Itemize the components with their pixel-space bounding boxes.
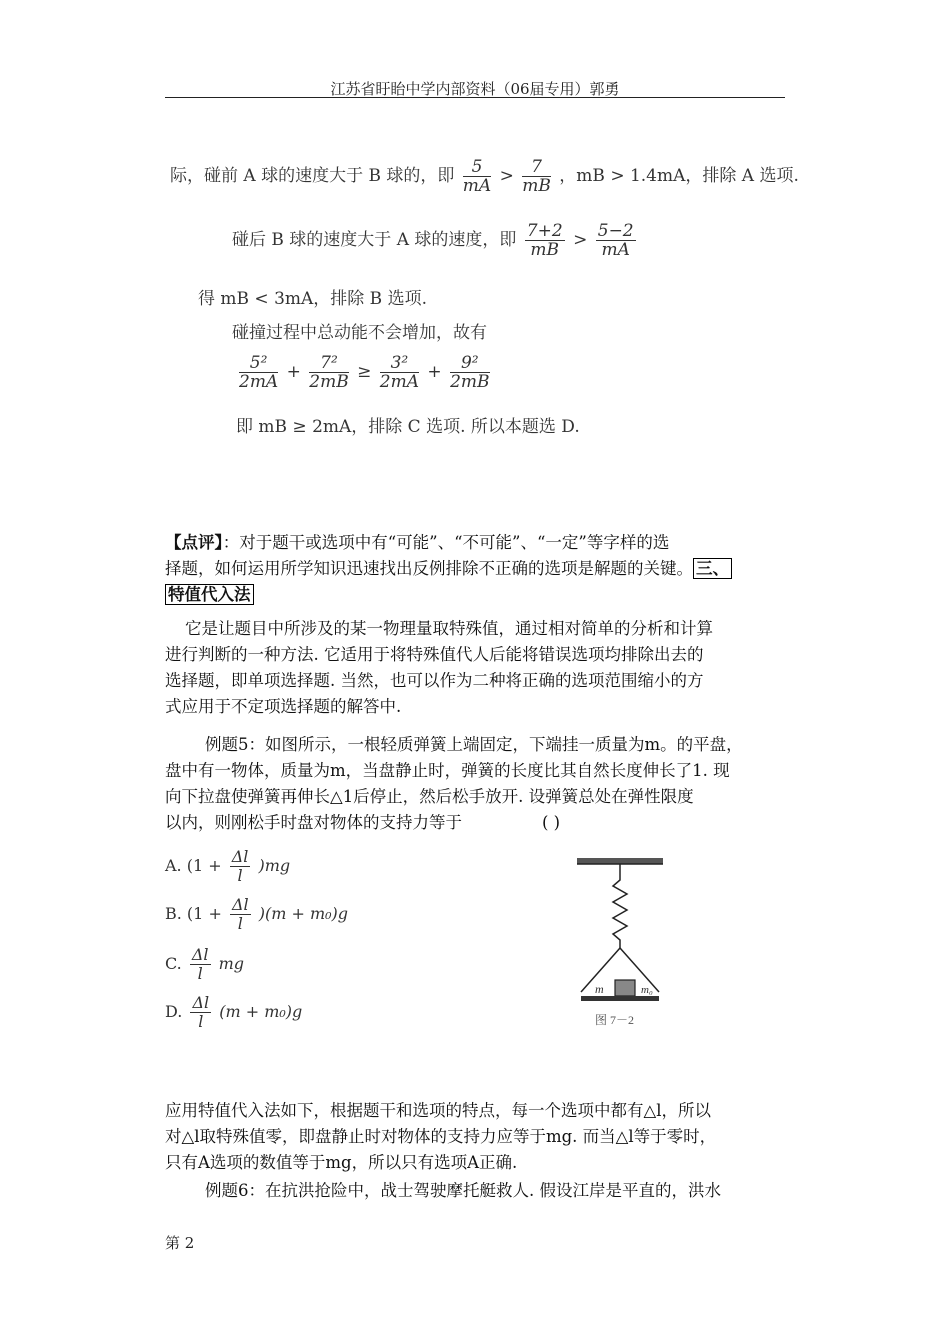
example-5 [165, 732, 795, 836]
section-number: 三、 [693, 558, 732, 579]
spring [613, 864, 627, 948]
scan-line-4: 碰撞过程中总动能不会增加，故有 [232, 323, 487, 343]
solution-line: 对△l取特殊值零，即盘静止时对物体的支持力应等于mg. 而当△l等于零时， [165, 1127, 717, 1146]
object-block [615, 980, 635, 996]
operator: > [499, 166, 514, 186]
numerator: 5−2 [597, 221, 634, 241]
solution-line: 只有A选项的数值等于mg，所以只有选项A正确. [165, 1153, 518, 1172]
comment-text: ：对于题干或选项中有“可能”、“不可能”、“一定”等字样的选 [222, 533, 670, 552]
pan-plate [581, 996, 659, 1001]
option-a [165, 848, 290, 885]
example5-line [165, 810, 795, 836]
numerator: 5² [239, 354, 278, 373]
intro-line: 进行判断的一种方法. 它适用于将特殊值代人后能将错误选项均排除出去的 [165, 645, 704, 664]
section-heading: 特值代入法 [165, 584, 254, 605]
option-c [165, 946, 244, 983]
fraction [596, 222, 636, 259]
fraction [450, 354, 489, 391]
option-text: mg [218, 954, 245, 973]
scan-line-2 [232, 222, 639, 259]
denominator: 2mA [239, 372, 279, 392]
denominator: l [197, 964, 203, 983]
scan-line-6: 即 mB ≥ 2mA，排除 C 选项. 所以本题选 D. [236, 417, 580, 437]
option-label: C. [165, 954, 182, 973]
option-label: D. [165, 1002, 183, 1021]
denominator: l [198, 1012, 204, 1031]
operator: ≥ [357, 362, 372, 382]
example6-line: 例题6：在抗洪抢险中，战士驾驶摩托艇救人. 假设江岸是平直的，洪水 [205, 1181, 721, 1200]
fraction [522, 158, 551, 195]
m0-label: m₀ [641, 984, 653, 996]
numerator: 9² [450, 354, 489, 373]
denominator: 2mB [450, 372, 490, 392]
denominator: 2mA [379, 372, 419, 392]
fraction [190, 946, 211, 983]
comment-label: 【点评】 [165, 533, 223, 552]
numerator: 5 [463, 158, 491, 177]
page-header: 江苏省盱眙中学内部资料（06届专用）郭勇 [330, 80, 620, 98]
denominator: l [237, 866, 243, 885]
figure-caption: 图 7－2 [595, 1013, 635, 1027]
intro-line: 式应用于不定项选择题的解答中. [165, 697, 402, 716]
scan-line-1 [170, 158, 799, 195]
option-d [165, 994, 302, 1031]
option-text: )(m + m₀)g [258, 904, 349, 923]
denominator: mA [601, 240, 630, 260]
answer-options [165, 847, 465, 1031]
example-6 [165, 1178, 795, 1204]
fraction [230, 896, 251, 933]
intro-paragraph [165, 616, 795, 720]
spring-pan-figure [575, 852, 665, 1057]
comment-block [165, 530, 795, 608]
fraction [525, 222, 565, 259]
example5-text: 以内，则刚松手时盘对物体的支持力等于 [165, 813, 462, 832]
ceiling-support [577, 858, 663, 864]
comment-line-2 [165, 556, 795, 582]
header-rule [165, 97, 785, 98]
option-label: A. (1 + [165, 856, 222, 875]
scanned-solution [170, 150, 810, 450]
scan-text: 碰后 B 球的速度大于 A 球的速度，即 [232, 230, 517, 250]
intro-line: 它是让题目中所涉及的某一物理量取特殊值，通过相对简单的分析和计算 [185, 619, 713, 638]
example5-line: 盘中有一物体，质量为m，当盘静止时，弹簧的长度比其自然长度伸长了1. 现 [165, 761, 730, 780]
solution-line: 应用特值代入法如下，根据题干和选项的特点，每一个选项中都有△l，所以 [165, 1101, 711, 1120]
page-number: 第 2 [165, 1234, 195, 1252]
comment-text: 择题，如何运用所学知识迅速找出反例排除不正确的选项是解题的关键。 [165, 559, 693, 578]
option-b [165, 896, 348, 933]
fraction [190, 994, 211, 1031]
operator: + [286, 362, 301, 382]
denominator: l [237, 914, 243, 933]
numerator: Δl [191, 945, 209, 964]
denominator: mA [462, 176, 492, 196]
comment-line-3 [165, 582, 795, 608]
denominator: 2mB [309, 372, 349, 392]
denominator: mB [530, 240, 560, 260]
answer-blank: ( ) [542, 813, 561, 832]
scan-text: ，mB > 1.4mA，排除 A 选项. [559, 166, 799, 186]
fraction [230, 848, 251, 885]
example5-line: 例题5：如图所示，一根轻质弹簧上端固定，下端挂一质量为m。的平盘， [205, 735, 743, 754]
fraction [380, 354, 419, 391]
option-label: B. (1 + [165, 904, 222, 923]
fraction [239, 354, 278, 391]
scan-text: 际，碰前 A 球的速度大于 B 球的，即 [170, 166, 455, 186]
denominator: mB [522, 176, 551, 196]
operator: > [573, 230, 588, 250]
intro-line: 选择题，即单项选择题. 当然，也可以作为二种将正确的选项范围缩小的方 [165, 671, 704, 690]
fraction [309, 354, 348, 391]
numerator: 7+2 [526, 221, 563, 241]
numerator: 3² [380, 354, 419, 373]
numerator: Δl [231, 895, 249, 914]
scan-line-3: 得 mB < 3mA，排除 B 选项. [198, 289, 427, 309]
operator: + [427, 362, 442, 382]
option-text: (m + m₀)g [219, 1002, 303, 1021]
numerator: Δl [231, 847, 249, 866]
scan-line-5 [236, 354, 493, 391]
example5-line: 向下拉盘使弹簧再伸长△1后停止，然后松手放开. 设弹簧总处在弹性限度 [165, 787, 694, 806]
m-label: m [595, 982, 604, 996]
fraction [463, 158, 491, 195]
numerator: 7 [522, 158, 551, 177]
solution-paragraph [165, 1098, 795, 1176]
numerator: 7² [309, 354, 348, 373]
comment-line-1 [165, 530, 795, 556]
option-text: )mg [258, 856, 291, 875]
numerator: Δl [192, 993, 210, 1012]
